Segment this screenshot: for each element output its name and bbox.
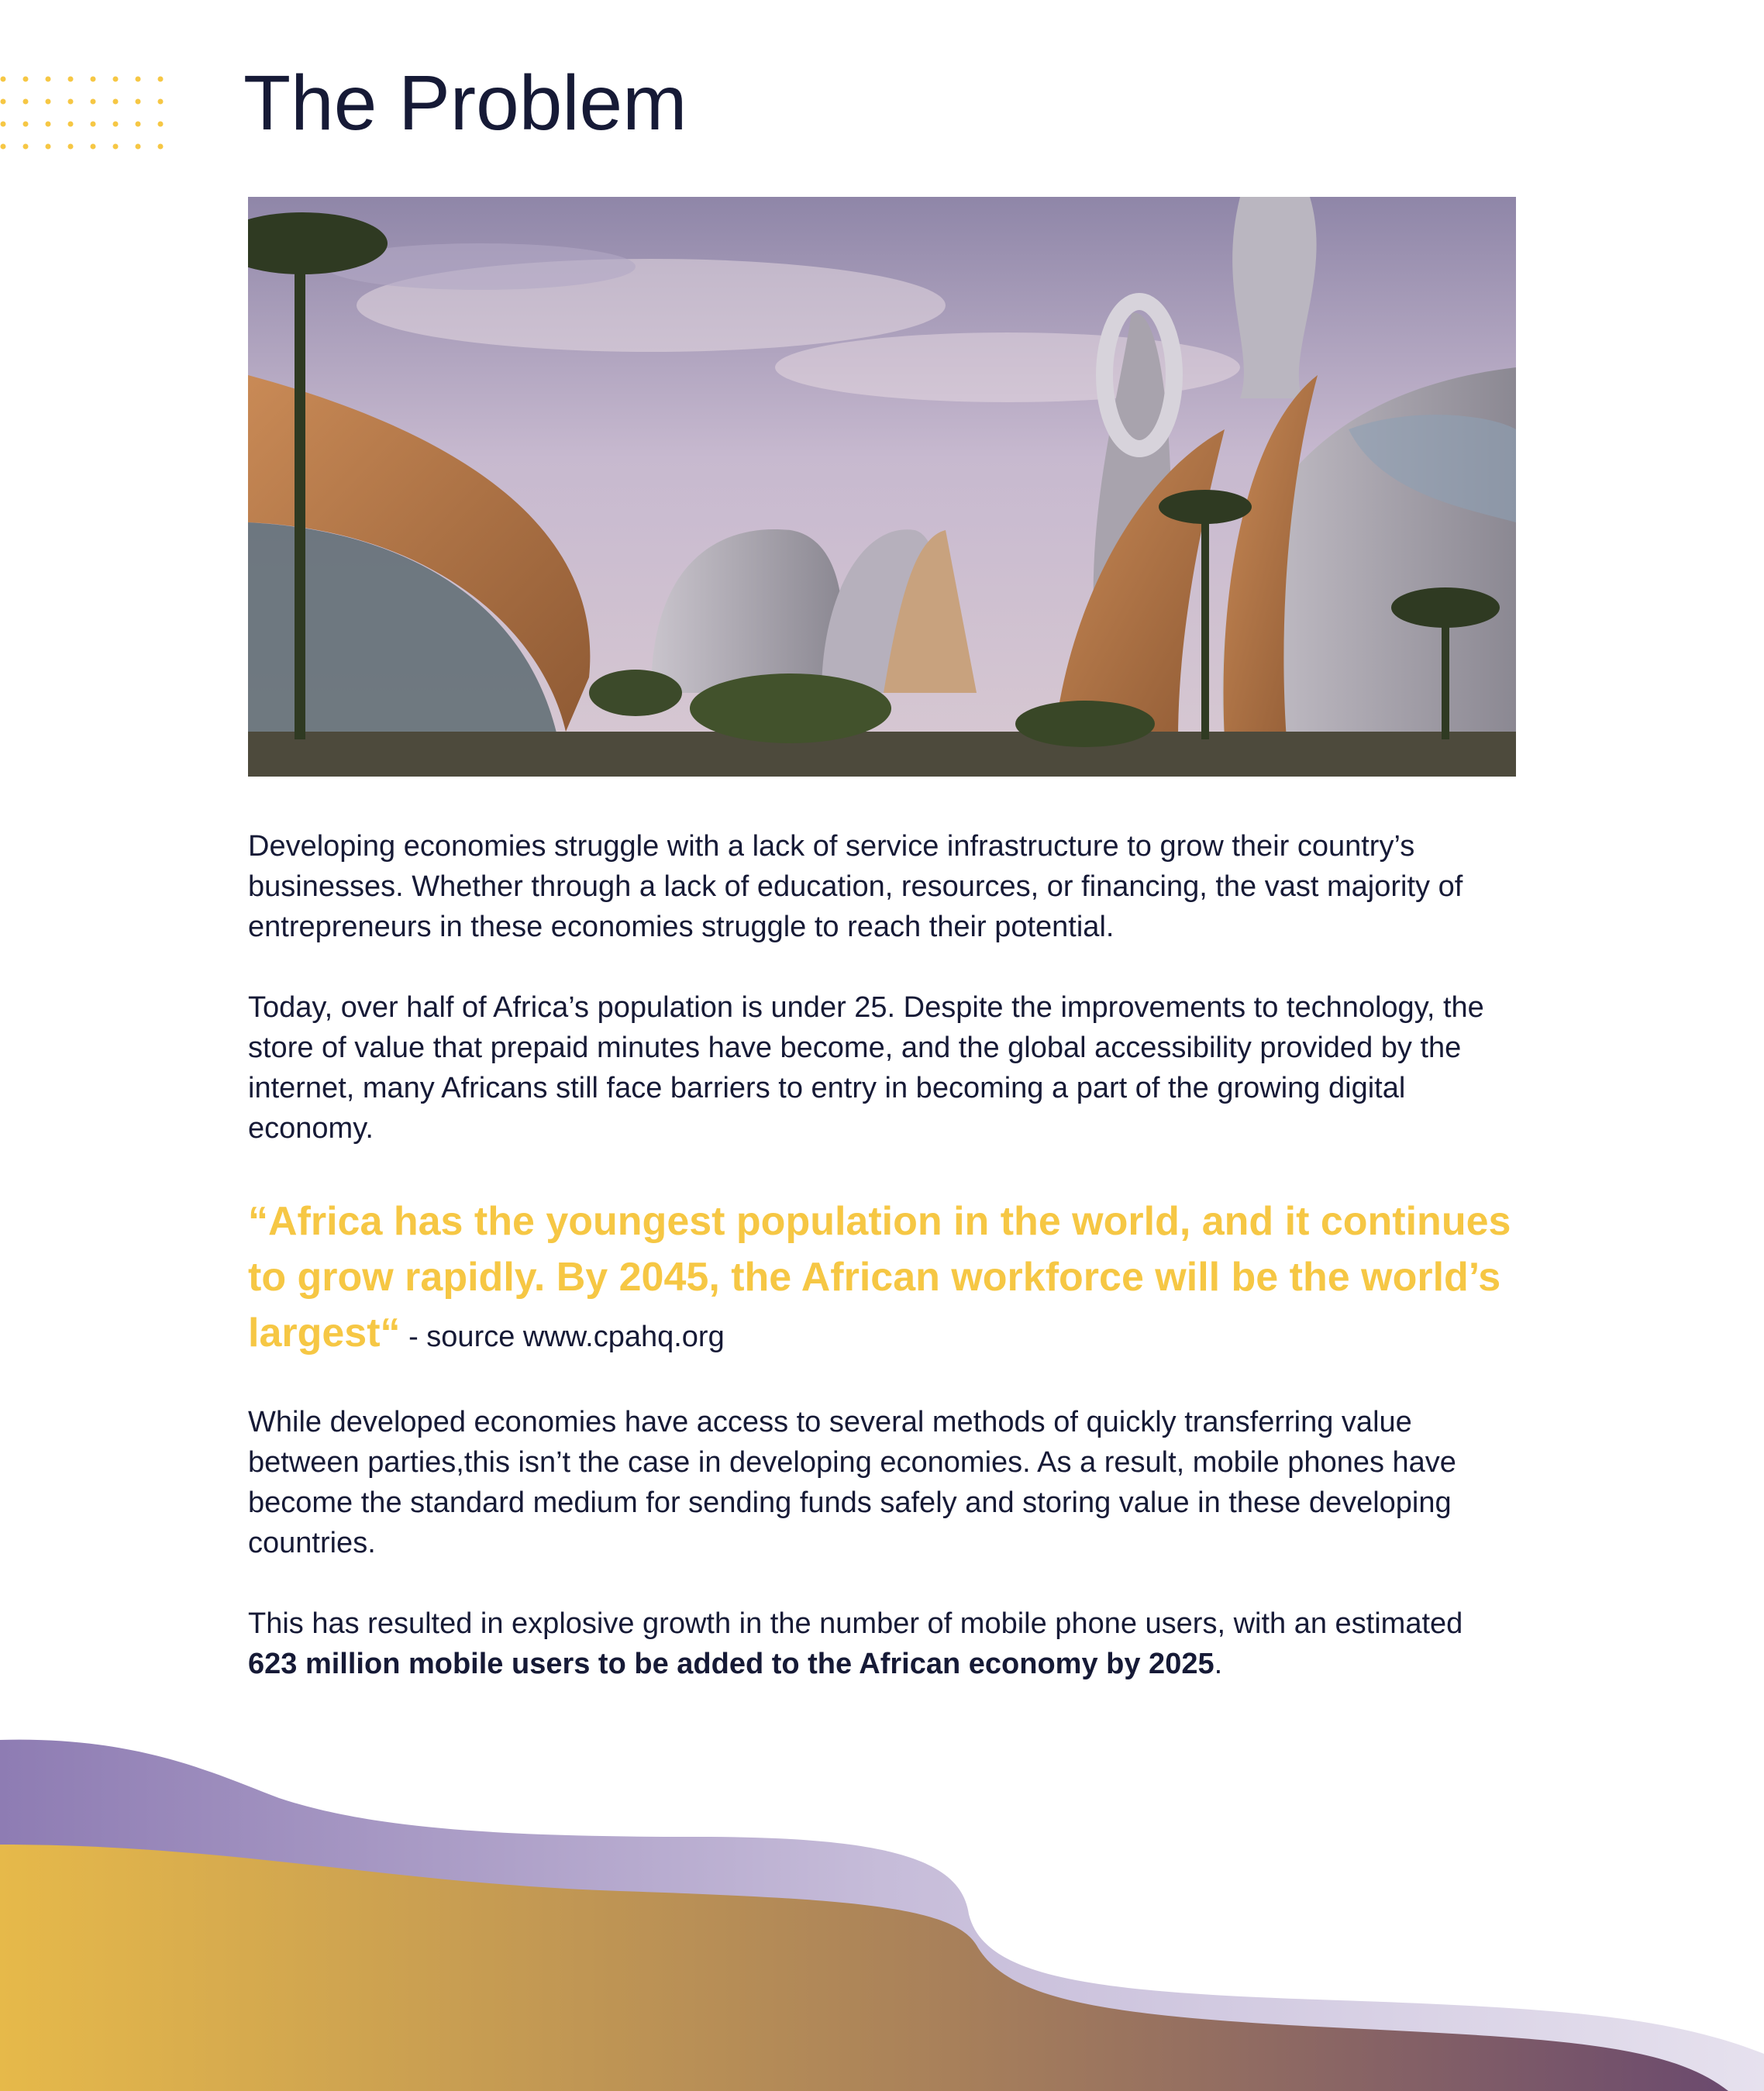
decorative-dot: [91, 99, 96, 105]
decorative-dot: [68, 144, 74, 150]
decorative-dot: [23, 122, 29, 127]
decorative-dot: [158, 122, 164, 127]
decorative-dot: [158, 77, 164, 82]
decorative-dot: [46, 144, 51, 150]
decorative-dot: [1, 99, 6, 105]
decorative-dot: [136, 144, 141, 150]
pull-quote: [248, 1194, 1519, 1365]
quote-text: “Africa has the youngest population in the world, and it continues to grow rapidly. By 2045, the African workforce will be the world’s largest“: [248, 1199, 1511, 1356]
decorative-dot: [1, 122, 6, 127]
decorative-dot: [68, 77, 74, 82]
decorative-dot: [113, 99, 119, 105]
article-body: [248, 826, 1519, 1684]
decorative-dot: [91, 122, 96, 127]
decorative-dot: [46, 77, 51, 82]
decorative-dot: [23, 77, 29, 82]
decorative-dot: [113, 144, 119, 150]
growth-text-suffix: .: [1214, 1648, 1223, 1680]
decorative-dot: [1, 144, 6, 150]
decorative-dot: [136, 122, 141, 127]
city-illustration-icon: [248, 197, 1516, 777]
decorative-dot: [1, 77, 6, 82]
quote-source: - source www.cpahq.org: [400, 1321, 725, 1353]
hero-image: [248, 197, 1516, 777]
decorative-dot: [113, 122, 119, 127]
decorative-wave-footer: [0, 1721, 1764, 2091]
decorative-dot: [46, 99, 51, 105]
decorative-dot: [113, 77, 119, 82]
decorative-dot: [68, 122, 74, 127]
decorative-dot: [136, 77, 141, 82]
decorative-dot: [68, 99, 74, 105]
decorative-dot: [23, 99, 29, 105]
paragraph-population: Today, over half of Africa’s population is under 25. Despite the improvements to technology, the store of value that prepaid minutes have become, and the global accessibility provided by the internet, many Africans still face barriers to entry in becoming a part of the growing digital economy.: [248, 991, 1484, 1145]
decorative-dot: [91, 77, 96, 82]
paragraph-mobile-growth: [248, 1604, 1519, 1684]
growth-text-prefix: This has resulted in explosive growth in the number of mobile phone users, with an estimated: [248, 1607, 1463, 1640]
decorative-dot-grid: [0, 76, 167, 150]
paragraph-infrastructure: Developing economies struggle with a lack of service infrastructure to grow their country’s businesses. Whether through a lack of education, resources, or financing, the vast majority of entrepreneurs in these economies struggle to reach their potential.: [248, 830, 1463, 943]
decorative-dot: [158, 99, 164, 105]
decorative-dot: [23, 144, 29, 150]
page-title: The Problem: [243, 60, 687, 146]
paragraph-mobile-phones: While developed economies have access to several methods of quickly transferring value between parties,this isn’t the case in developing economies. As a result, mobile phones have become the standard medium for sending funds safely and storing value in these developing countries.: [248, 1406, 1456, 1559]
decorative-dot: [91, 144, 96, 150]
growth-highlight: 623 million mobile users to be added to the African economy by 2025: [248, 1648, 1214, 1680]
decorative-dot: [158, 144, 164, 150]
decorative-dot: [136, 99, 141, 105]
decorative-dot: [46, 122, 51, 127]
